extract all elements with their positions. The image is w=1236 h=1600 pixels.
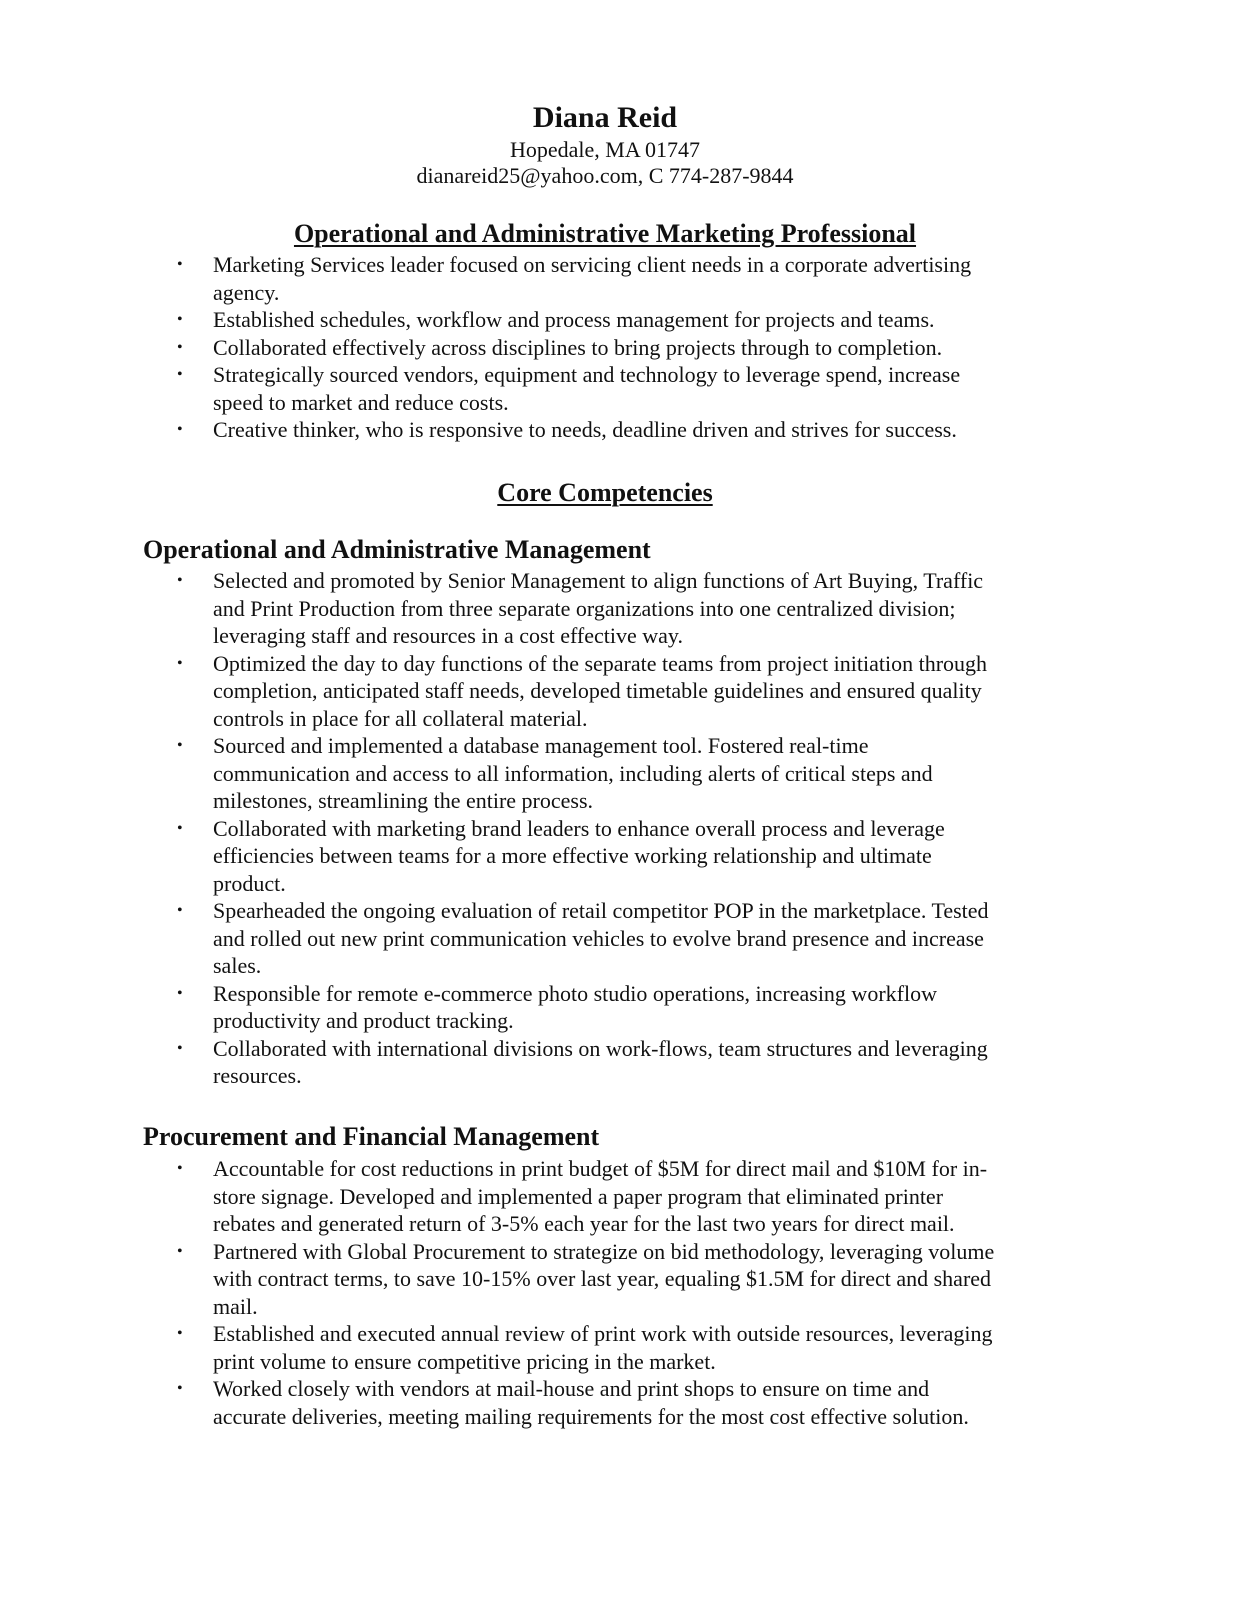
list-item-line: controls in place for all collateral material. <box>213 705 588 731</box>
list-item-line: efficiencies between teams for a more effective working relationship and ultimate <box>213 843 932 868</box>
list-item <box>0 1035 989 1090</box>
bullet-icon: • <box>177 1039 183 1057</box>
bullet-icon: • <box>177 338 183 356</box>
list-item-line: print volume to ensure competitive pricing in the market. <box>213 1348 716 1374</box>
candidate-location: Hopedale, MA 01747 <box>509 137 701 162</box>
list-item <box>0 416 971 444</box>
list-item-line: Selected and promoted by Senior Management to align functions of Art Buying, Traffic <box>213 568 984 593</box>
section-heading-procurement: Procurement and Financial Management <box>143 1122 600 1151</box>
bullet-icon: • <box>177 737 183 754</box>
bullet-icon: • <box>177 256 183 273</box>
list-item <box>0 361 971 416</box>
list-item-line: Established schedules, workflow and process management for projects and teams. <box>213 307 935 332</box>
list-item <box>0 815 989 898</box>
list-item-line: Collaborated effectively across disciplines to bring projects through to completion. <box>213 334 943 360</box>
list-item-line: accurate deliveries, meeting mailing requirements for the most cost effective solution. <box>213 1403 969 1429</box>
list-item-line: sales. <box>213 953 262 978</box>
list-item-line: Established and executed annual review of print work with outside resources, leveraging <box>213 1321 993 1346</box>
list-item-line: milestones, streamlining the entire process. <box>213 788 594 813</box>
bullet-icon: • <box>177 366 183 383</box>
list-item-line: speed to market and reduce costs. <box>213 389 509 415</box>
list-item <box>0 1155 994 1238</box>
list-item-line: Partnered with Global Procurement to strategize on bid methodology, leveraging volume <box>213 1238 995 1264</box>
bullet-icon: • <box>177 1325 183 1342</box>
core-competencies-heading <box>0 477 1210 509</box>
list-item-line: and Print Production from three separate organizations into one centralized division; <box>213 595 956 621</box>
summary-heading <box>0 218 1210 250</box>
bullet-icon: • <box>177 572 183 589</box>
list-item <box>0 1238 994 1321</box>
bullet-icon: • <box>177 654 183 672</box>
summary-heading-text: Operational and Administrative Marketing Professional <box>293 219 917 248</box>
list-item-line: and rolled out new print communication vehicles to evolve brand presence and increase <box>213 925 984 951</box>
bullet-icon: • <box>177 1380 183 1397</box>
list-item-line: Strategically sourced vendors, equipment and technology to leverage spend, increase <box>213 362 961 387</box>
list-item-line: Responsible for remote e-commerce photo studio operations, increasing workflow <box>213 980 937 1006</box>
list-item-line: store signage. Developed and implemented a paper program that eliminated printer <box>213 1183 944 1209</box>
bullet-icon: • <box>177 1160 183 1177</box>
list-item <box>0 732 989 815</box>
list-item-line: Sourced and implemented a database management tool. Fostered real-time <box>213 733 869 758</box>
list-item-line: leveraging staff and resources in a cost effective way. <box>213 623 683 648</box>
list-item-line: productivity and product tracking. <box>213 1008 514 1033</box>
list-item-line: rebates and generated return of 3-5% each year for the last two years for direct mail. <box>213 1211 955 1236</box>
candidate-name: Diana Reid <box>532 101 678 134</box>
list-item <box>0 567 989 650</box>
list-item-line: Worked closely with vendors at mail-house and print shops to ensure on time and <box>213 1376 930 1401</box>
list-item-line: Creative thinker, who is responsive to needs, deadline driven and strives for success. <box>213 417 957 442</box>
list-item-line: Spearheaded the ongoing evaluation of retail competitor POP in the marketplace. Tested <box>213 898 989 923</box>
bullet-icon: • <box>177 311 183 328</box>
core-competencies-heading-text: Core Competencies <box>497 478 713 507</box>
bullet-icon: • <box>177 902 183 919</box>
list-item-line: with contract terms, to save 10-15% over last year, equaling $1.5M for direct and shared <box>213 1266 992 1291</box>
list-item <box>0 980 989 1035</box>
list-item <box>0 897 989 980</box>
list-item-line: Collaborated with marketing brand leaders to enhance overall process and leverage <box>213 815 945 841</box>
summary-list <box>0 251 971 444</box>
section-heading-operational: Operational and Administrative Management <box>143 535 651 564</box>
procurement-list <box>0 1155 994 1430</box>
list-item <box>0 650 989 733</box>
list-item-line: agency. <box>213 279 280 305</box>
list-item-line: product. <box>213 870 286 896</box>
operational-list <box>0 567 989 1090</box>
bullet-icon: • <box>177 421 183 438</box>
list-item-line: Marketing Services leader focused on servicing client needs in a corporate advertising <box>213 252 972 277</box>
list-item <box>0 1320 994 1375</box>
bullet-icon: • <box>177 1242 183 1260</box>
list-item-line: mail. <box>213 1293 258 1319</box>
bullet-icon: • <box>177 819 183 837</box>
list-item <box>0 334 971 362</box>
list-item <box>0 306 971 334</box>
bullet-icon: • <box>177 984 183 1002</box>
list-item-line: Accountable for cost reductions in print budget of $5M for direct mail and $10M for in- <box>213 1156 988 1181</box>
candidate-contact: dianareid25@yahoo.com, C 774-287-9844 <box>416 163 794 188</box>
list-item <box>0 251 971 306</box>
list-item-line: communication and access to all information, including alerts of critical steps and <box>213 760 933 786</box>
list-item-line: Collaborated with international divisions on work-flows, team structures and leveraging <box>213 1035 988 1061</box>
list-item-line: completion, anticipated staff needs, developed timetable guidelines and ensured quality <box>213 678 982 703</box>
list-item-line: resources. <box>213 1063 302 1088</box>
list-item-line: Optimized the day to day functions of the separate teams from project initiation through <box>213 650 988 676</box>
list-item <box>0 1375 994 1430</box>
